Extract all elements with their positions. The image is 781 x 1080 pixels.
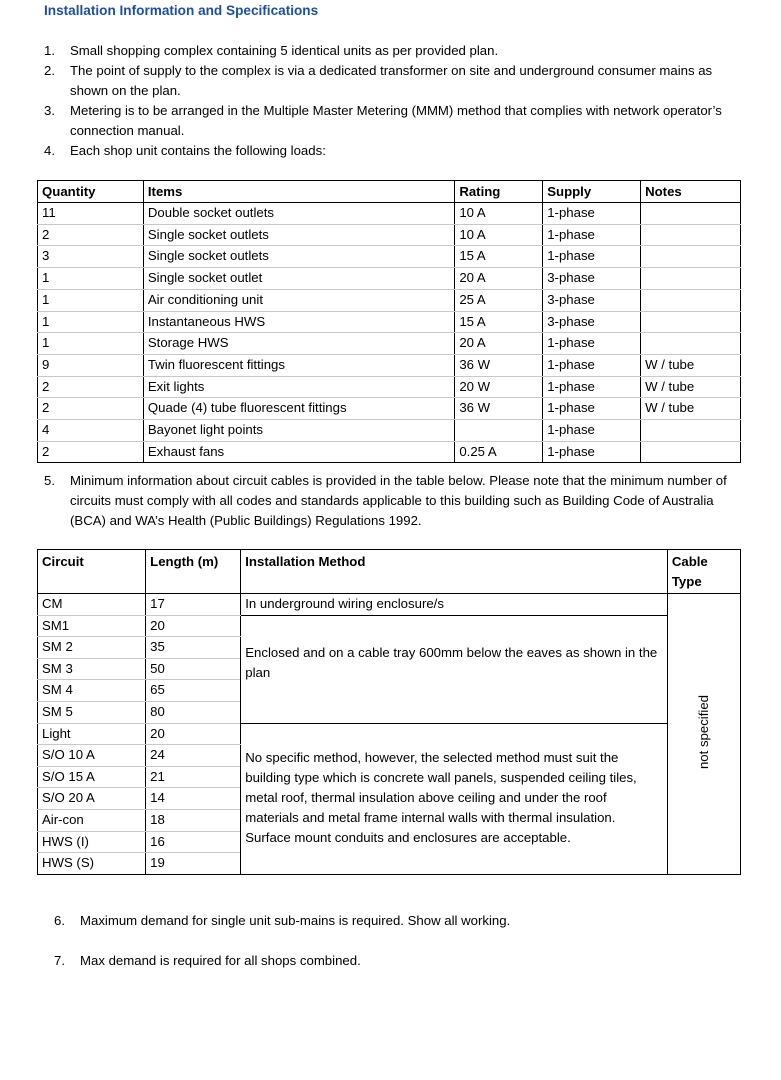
- table-row: [38, 246, 741, 268]
- list-item: 5. Minimum information about circuit cables is provided in the table below. Please note that the minimum number of circuits must comply with all codes and standards applicable to this building such as Building Code of Australia (BCA) and WA’s Health (Public Buildings) Regulations 1992.: [44, 473, 727, 528]
- item-cell: Exit lights: [143, 376, 454, 398]
- length-cell: 17: [146, 594, 241, 616]
- supply-cell: 3-phase: [543, 289, 641, 311]
- circuit-cell: Air-con: [38, 809, 146, 831]
- column-header-length: Length (m): [146, 550, 241, 594]
- spec-list-bottom-2: [54, 951, 744, 971]
- column-header-items: Items: [143, 181, 454, 203]
- table-row: [38, 289, 741, 311]
- circuit-cell: SM 5: [38, 701, 146, 723]
- installation-method-cell: In underground wiring enclosure/s: [241, 594, 668, 616]
- table-row: [38, 441, 741, 463]
- supply-cell: 1-phase: [543, 441, 641, 463]
- rating-cell: 36 W: [455, 354, 543, 376]
- supply-cell: 1-phase: [543, 376, 641, 398]
- notes-cell: [641, 224, 741, 246]
- rating-cell: 10 A: [455, 224, 543, 246]
- circuit-cell: HWS (S): [38, 853, 146, 875]
- table-row: [38, 268, 741, 290]
- rating-cell: 36 W: [455, 398, 543, 420]
- quantity-cell: 11: [38, 203, 144, 225]
- circuit-cell: SM 2: [38, 637, 146, 659]
- column-header-cable-type: Cable Type: [667, 550, 740, 594]
- column-header-supply: Supply: [543, 181, 641, 203]
- length-cell: 20: [146, 723, 241, 745]
- length-cell: 14: [146, 788, 241, 810]
- cable-type-cell: [667, 594, 740, 875]
- quantity-cell: 2: [38, 376, 144, 398]
- spec-list-middle: [44, 471, 734, 531]
- rating-cell: 15 A: [455, 311, 543, 333]
- length-cell: 24: [146, 745, 241, 767]
- table-header-row: [38, 550, 741, 594]
- list-item: 6. Maximum demand for single unit sub-mains is required. Show all working.: [54, 913, 511, 928]
- item-cell: Air conditioning unit: [143, 289, 454, 311]
- notes-cell: [641, 420, 741, 442]
- item-cell: Bayonet light points: [143, 420, 454, 442]
- table-row: [38, 354, 741, 376]
- installation-method-cell: No specific method, however, the selected method must suit the building type which is concrete wall panels, suspended ceiling tiles, metal roof, thermal insulation above ceiling and under the roof materials and metal frame internal walls with thermal insulation. Surface mount conduits and enclosures are acceptable.: [241, 723, 668, 874]
- length-cell: 21: [146, 766, 241, 788]
- spec-list-bottom: [54, 911, 744, 931]
- length-cell: 16: [146, 831, 241, 853]
- table-header-row: [38, 181, 741, 203]
- supply-cell: 1-phase: [543, 398, 641, 420]
- page-title: Installation Information and Specifications: [44, 3, 319, 18]
- supply-cell: 3-phase: [543, 268, 641, 290]
- length-cell: 19: [146, 853, 241, 875]
- notes-cell: [641, 441, 741, 463]
- table-row: [38, 224, 741, 246]
- item-cell: Instantaneous HWS: [143, 311, 454, 333]
- table-row: [38, 376, 741, 398]
- table-row: [38, 203, 741, 225]
- item-cell: Twin fluorescent fittings: [143, 354, 454, 376]
- quantity-cell: 1: [38, 289, 144, 311]
- quantity-cell: 4: [38, 420, 144, 442]
- notes-cell: W / tube: [641, 354, 741, 376]
- circuit-cell: S/O 10 A: [38, 745, 146, 767]
- list-item: 7. Max demand is required for all shops combined.: [54, 953, 361, 968]
- circuit-cell: SM1: [38, 615, 146, 637]
- table-row: [38, 615, 741, 637]
- quantity-cell: 2: [38, 398, 144, 420]
- table-row: [38, 594, 741, 616]
- length-cell: 35: [146, 637, 241, 659]
- table-row: [38, 398, 741, 420]
- rating-cell: 20 W: [455, 376, 543, 398]
- loads-table: [37, 180, 741, 463]
- notes-cell: [641, 311, 741, 333]
- notes-cell: W / tube: [641, 398, 741, 420]
- circuit-cell: S/O 15 A: [38, 766, 146, 788]
- item-cell: Single socket outlets: [143, 246, 454, 268]
- rating-cell: 0.25 A: [455, 441, 543, 463]
- supply-cell: 3-phase: [543, 311, 641, 333]
- length-cell: 65: [146, 680, 241, 702]
- length-cell: 80: [146, 701, 241, 723]
- length-cell: 50: [146, 658, 241, 680]
- notes-cell: [641, 333, 741, 355]
- table-row: [38, 333, 741, 355]
- quantity-cell: 1: [38, 311, 144, 333]
- list-item: 3. Metering is to be arranged in the Multiple Master Metering (MMM) method that complies with network operator’s connection manual.: [44, 103, 722, 138]
- supply-cell: 1-phase: [543, 420, 641, 442]
- column-header-quantity: Quantity: [38, 181, 144, 203]
- item-cell: Storage HWS: [143, 333, 454, 355]
- notes-cell: [641, 203, 741, 225]
- rating-cell: 10 A: [455, 203, 543, 225]
- column-header-notes: Notes: [641, 181, 741, 203]
- circuit-cell: HWS (I): [38, 831, 146, 853]
- length-cell: 20: [146, 615, 241, 637]
- length-cell: 18: [146, 809, 241, 831]
- supply-cell: 1-phase: [543, 333, 641, 355]
- quantity-cell: 2: [38, 441, 144, 463]
- spec-list-top: [44, 41, 734, 161]
- circuits-table: [37, 549, 741, 875]
- quantity-cell: 3: [38, 246, 144, 268]
- notes-cell: W / tube: [641, 376, 741, 398]
- list-item: 2. The point of supply to the complex is via a dedicated transformer on site and underground consumer mains as shown on the plan.: [44, 63, 713, 98]
- circuit-cell: Light: [38, 723, 146, 745]
- circuit-cell: S/O 20 A: [38, 788, 146, 810]
- circuit-cell: CM: [38, 594, 146, 616]
- item-cell: Quade (4) tube fluorescent fittings: [143, 398, 454, 420]
- notes-cell: [641, 268, 741, 290]
- table-row: [38, 723, 741, 745]
- item-cell: Single socket outlet: [143, 268, 454, 290]
- item-cell: Single socket outlets: [143, 224, 454, 246]
- supply-cell: 1-phase: [543, 246, 641, 268]
- table-row: [38, 420, 741, 442]
- column-header-rating: Rating: [455, 181, 543, 203]
- quantity-cell: 2: [38, 224, 144, 246]
- cable-type-value: not specified: [695, 695, 711, 770]
- rating-cell: 15 A: [455, 246, 543, 268]
- rating-cell: 20 A: [455, 333, 543, 355]
- circuit-cell: SM 4: [38, 680, 146, 702]
- column-header-circuit: Circuit: [38, 550, 146, 594]
- rating-cell: 20 A: [455, 268, 543, 290]
- list-item: 1. Small shopping complex containing 5 identical units as per provided plan.: [44, 43, 499, 58]
- supply-cell: 1-phase: [543, 224, 641, 246]
- quantity-cell: 9: [38, 354, 144, 376]
- quantity-cell: 1: [38, 268, 144, 290]
- supply-cell: 1-phase: [543, 203, 641, 225]
- column-header-installation-method: Installation Method: [241, 550, 668, 594]
- quantity-cell: 1: [38, 333, 144, 355]
- circuit-cell: SM 3: [38, 658, 146, 680]
- installation-method-cell: Enclosed and on a cable tray 600mm below the eaves as shown in the plan: [241, 615, 668, 723]
- item-cell: Double socket outlets: [143, 203, 454, 225]
- notes-cell: [641, 246, 741, 268]
- table-row: [38, 311, 741, 333]
- list-item: 4. Each shop unit contains the following loads:: [44, 143, 326, 158]
- rating-cell: [455, 420, 543, 442]
- item-cell: Exhaust fans: [143, 441, 454, 463]
- rating-cell: 25 A: [455, 289, 543, 311]
- notes-cell: [641, 289, 741, 311]
- supply-cell: 1-phase: [543, 354, 641, 376]
